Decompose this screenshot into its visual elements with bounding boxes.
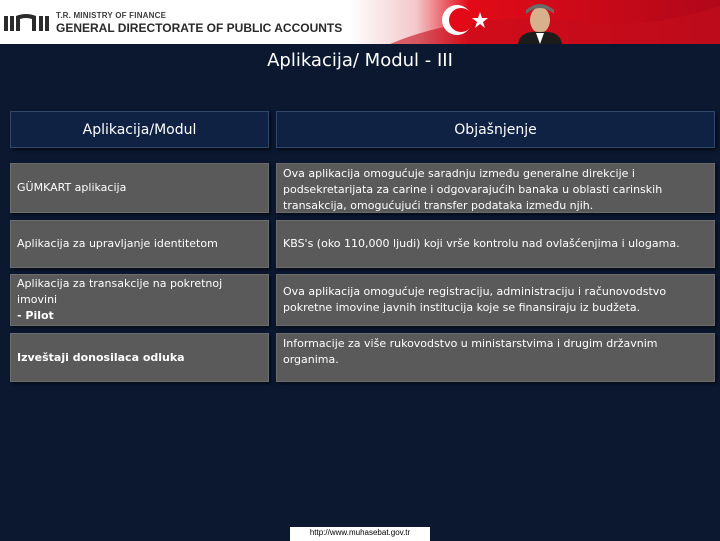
pilot-note: - Pilot bbox=[17, 309, 54, 322]
table-row-explanation bbox=[276, 220, 715, 268]
footer-url-link[interactable]: http://www.muhasebat.gov.tr bbox=[290, 527, 430, 541]
directorate-name: GENERAL DIRECTORATE OF PUBLIC ACCOUNTS bbox=[56, 21, 343, 35]
table-row-explanation bbox=[276, 274, 715, 326]
module-explanation: Informacije za više rukovodstvo u ministarstvima i drugim državnim organima. bbox=[283, 337, 658, 366]
module-name: Aplikacija za upravljanje identitetom bbox=[17, 237, 218, 250]
table-row-module bbox=[10, 220, 269, 268]
module-explanation: Ova aplikacija omogućuje registraciju, administraciju i računovodstvo pokretne imovine javnih institucija koje se finansiraju iz budžeta. bbox=[283, 285, 667, 314]
table-row-module bbox=[10, 274, 269, 326]
module-name: Izveštaji donosilaca odluka bbox=[17, 350, 185, 364]
module-name: Aplikacija za transakcije na pokretnoj imovini bbox=[17, 277, 223, 306]
table-row-explanation bbox=[276, 333, 715, 382]
turkish-flag-image bbox=[350, 0, 720, 44]
ministry-logo-icon bbox=[4, 13, 50, 33]
column-header-explanation: Objašnjenje bbox=[276, 111, 715, 148]
page-title: Aplikacija/ Modul - III bbox=[267, 50, 453, 71]
module-explanation: KBS's (oko 110,000 ljudi) koji vrše kontrolu nad ovlašćenjima i ulogama. bbox=[283, 237, 680, 250]
table-row-explanation bbox=[276, 163, 715, 213]
table-row-module bbox=[10, 333, 269, 382]
column-header-module: Aplikacija/Modul bbox=[10, 111, 269, 148]
table-row-module bbox=[10, 163, 269, 213]
header-banner bbox=[0, 0, 720, 44]
module-explanation: Ova aplikacija omogućuje saradnju između generalne direkcije i podsekretarijata za carine i odgovarajućih banaka u oblasti carinskih transakcija, omogućujući transfer podataka između njih. bbox=[283, 167, 663, 212]
ministry-name: T.R. MINISTRY OF FINANCE bbox=[56, 11, 167, 20]
module-name: GÜMKART aplikacija bbox=[17, 181, 127, 194]
